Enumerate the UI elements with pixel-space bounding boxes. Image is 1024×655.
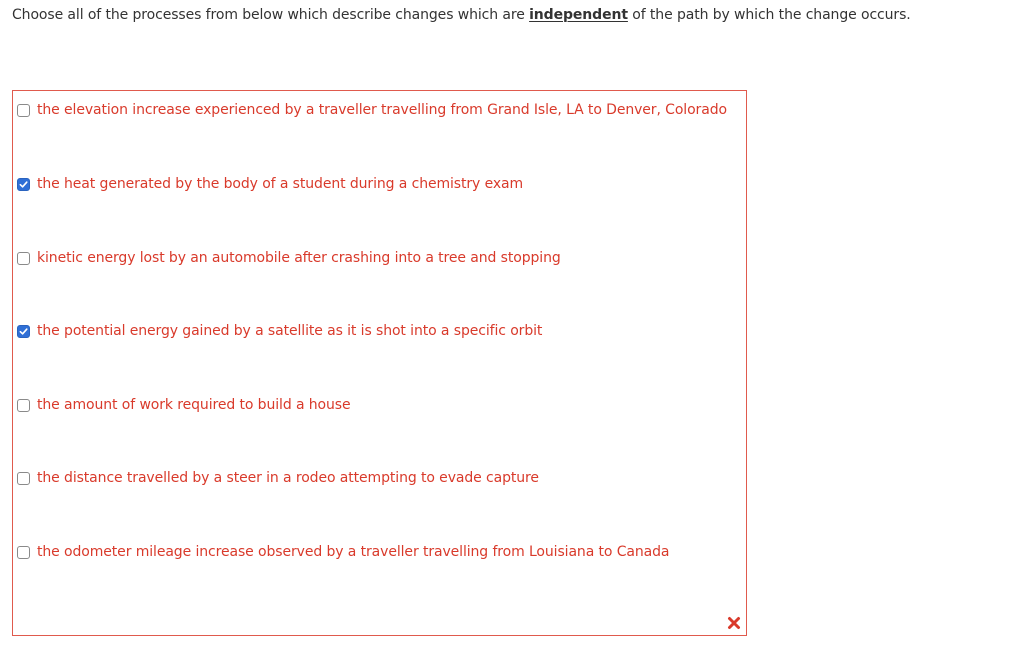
answer-choices-box	[12, 90, 747, 636]
option-label[interactable]: the potential energy gained by a satellite as it is shot into a specific orbit	[37, 323, 543, 339]
checkbox-option-6[interactable]	[17, 472, 30, 485]
option-label[interactable]: the distance travelled by a steer in a rodeo attempting to evade capture	[37, 470, 539, 486]
question-prompt	[12, 7, 911, 23]
option-label[interactable]: the amount of work required to build a house	[37, 397, 351, 413]
option-label[interactable]: the heat generated by the body of a student during a chemistry exam	[37, 176, 524, 192]
checkbox-option-5[interactable]	[17, 399, 30, 412]
option-label[interactable]: kinetic energy lost by an automobile after crashing into a tree and stopping	[37, 250, 561, 266]
option-1[interactable]	[17, 100, 727, 120]
question-suffix: of the path by which the change occurs.	[627, 7, 911, 23]
checkmark-icon	[19, 327, 28, 336]
checkbox-option-4[interactable]	[17, 325, 30, 338]
incorrect-x-icon	[727, 616, 741, 630]
option-label[interactable]: the elevation increase experienced by a traveller travelling from Grand Isle, LA to Denver, Colorado	[37, 102, 727, 118]
option-5[interactable]	[17, 395, 351, 415]
checkmark-icon	[19, 180, 28, 189]
option-3[interactable]	[17, 248, 561, 268]
question-prefix: Choose all of the processes from below which describe changes which are	[12, 7, 530, 23]
option-4[interactable]	[17, 321, 542, 341]
checkbox-option-2[interactable]	[17, 178, 30, 191]
option-6[interactable]	[17, 468, 539, 488]
checkbox-option-7[interactable]	[17, 546, 30, 559]
option-7[interactable]	[17, 542, 669, 562]
checkbox-option-1[interactable]	[17, 104, 30, 117]
checkbox-option-3[interactable]	[17, 252, 30, 265]
option-label[interactable]: the odometer mileage increase observed by a traveller travelling from Louisiana to Canada	[37, 544, 670, 560]
option-2[interactable]	[17, 174, 523, 194]
question-emphasis: independent	[529, 7, 628, 23]
